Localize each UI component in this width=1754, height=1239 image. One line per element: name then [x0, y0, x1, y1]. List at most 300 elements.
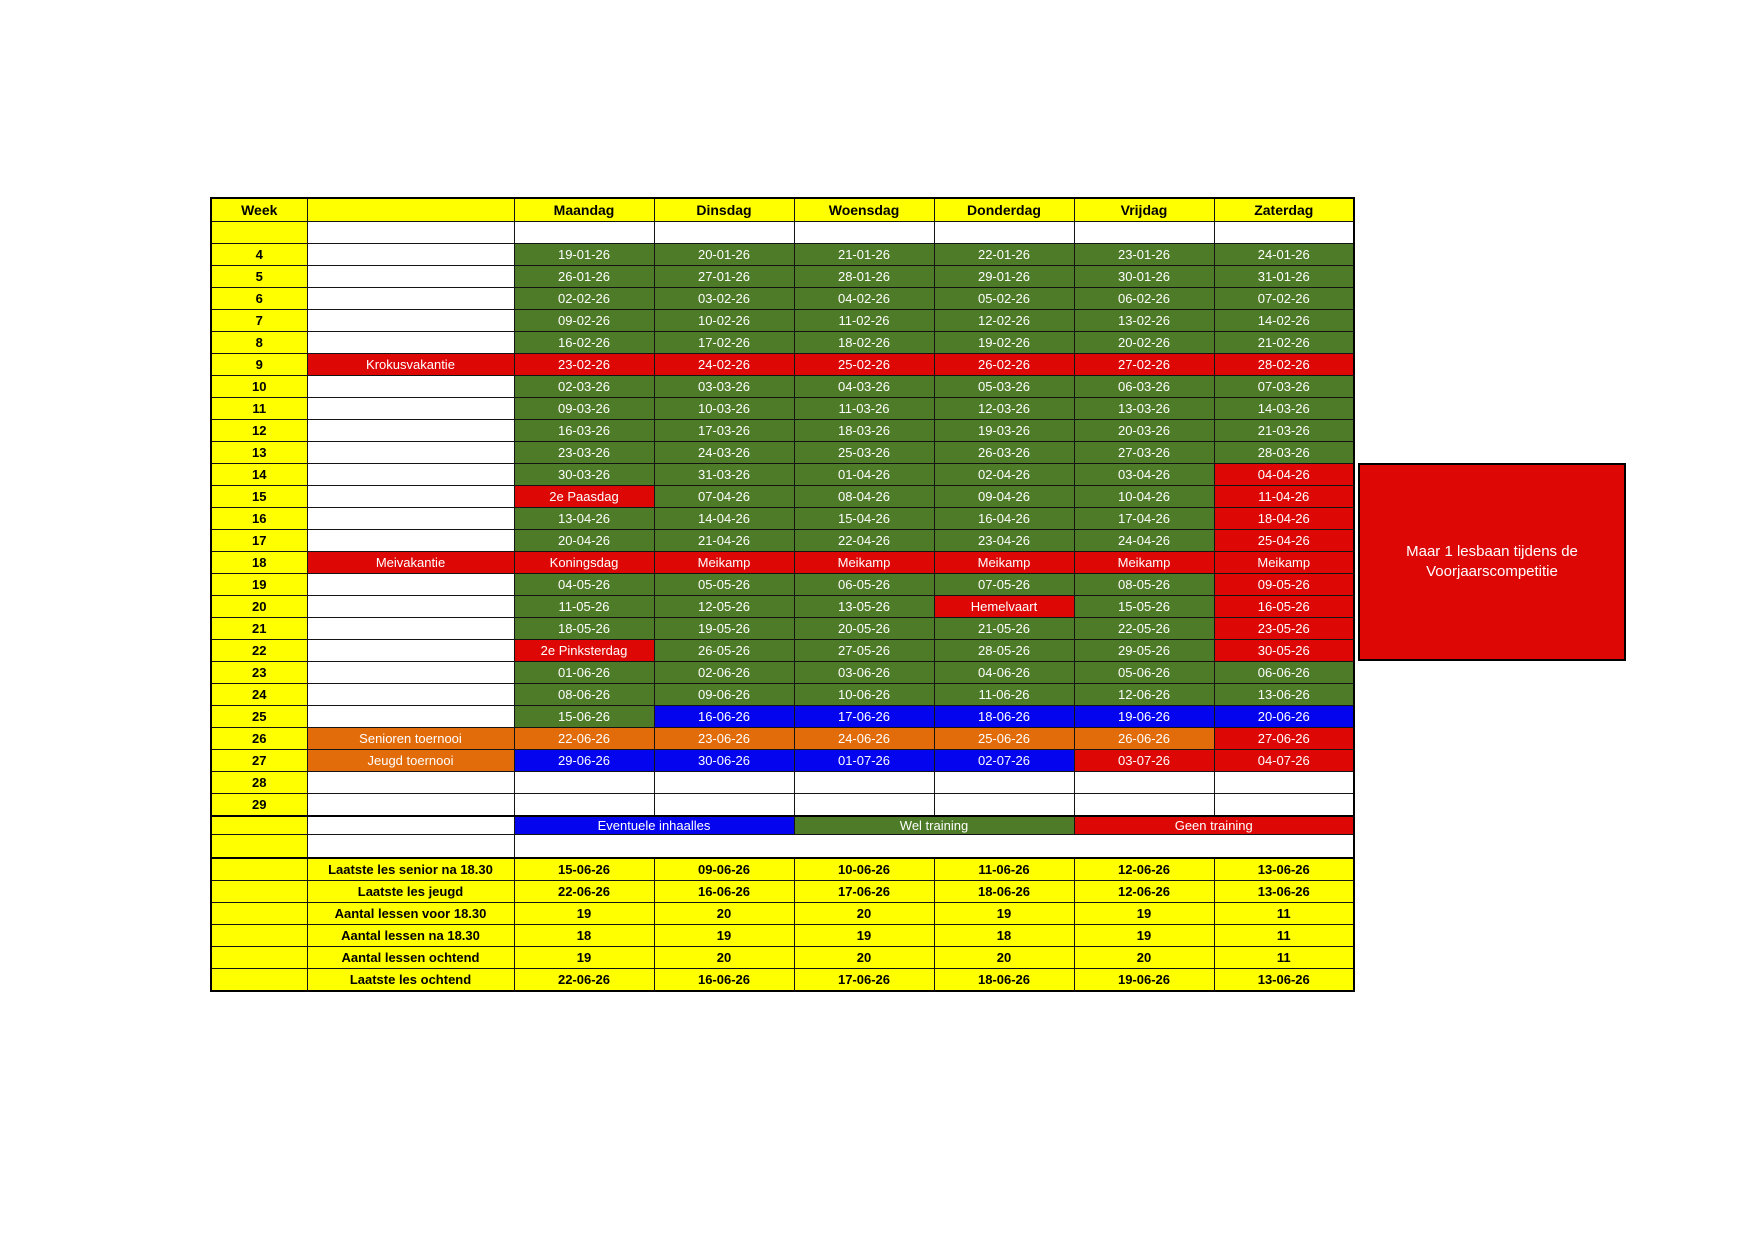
week-row	[211, 772, 1354, 794]
summary-row	[211, 903, 1354, 925]
week-row	[211, 222, 1354, 244]
voorjaarscompetitie-note-text: Maar 1 lesbaan tijdens de Voorjaarscompetitie	[1406, 542, 1578, 580]
week-label-cell: Meivakantie	[307, 552, 514, 574]
summary-row	[211, 969, 1354, 992]
date-cell: Meikamp	[654, 552, 794, 574]
summary-value-cell: 17-06-26	[794, 881, 934, 903]
summary-value-cell: 19-06-26	[1074, 969, 1214, 992]
date-cell: 17-02-26	[654, 332, 794, 354]
week-label-cell	[307, 772, 514, 794]
summary-value-cell: 13-06-26	[1214, 969, 1354, 992]
week-number-cell: 22	[211, 640, 307, 662]
week-row	[211, 596, 1354, 618]
date-cell: 05-03-26	[934, 376, 1074, 398]
legend-item: Geen training	[1074, 816, 1354, 835]
week-label-cell	[307, 794, 514, 817]
date-cell: Meikamp	[934, 552, 1074, 574]
week-label-cell	[307, 442, 514, 464]
week-row	[211, 618, 1354, 640]
date-cell	[654, 772, 794, 794]
date-cell: 26-03-26	[934, 442, 1074, 464]
date-cell: 21-05-26	[934, 618, 1074, 640]
week-label-cell	[307, 530, 514, 552]
date-cell	[934, 772, 1074, 794]
date-cell: 04-05-26	[514, 574, 654, 596]
summary-value-cell: 18	[514, 925, 654, 947]
week-number-cell	[211, 881, 307, 903]
date-cell: 28-03-26	[1214, 442, 1354, 464]
week-row	[211, 552, 1354, 574]
date-cell: 23-02-26	[514, 354, 654, 376]
date-cell: 24-02-26	[654, 354, 794, 376]
date-cell: 16-03-26	[514, 420, 654, 442]
date-cell: 04-02-26	[794, 288, 934, 310]
week-label-cell	[307, 420, 514, 442]
date-cell: 16-04-26	[934, 508, 1074, 530]
week-number-cell: 23	[211, 662, 307, 684]
date-cell: 12-02-26	[934, 310, 1074, 332]
date-cell: 30-03-26	[514, 464, 654, 486]
date-cell: 06-03-26	[1074, 376, 1214, 398]
spacer-row	[211, 835, 1354, 859]
date-cell: 15-04-26	[794, 508, 934, 530]
date-cell: 17-06-26	[794, 706, 934, 728]
week-label-cell	[307, 640, 514, 662]
date-cell: 13-05-26	[794, 596, 934, 618]
date-cell: 28-02-26	[1214, 354, 1354, 376]
date-cell: 20-02-26	[1074, 332, 1214, 354]
date-cell: 28-05-26	[934, 640, 1074, 662]
week-number-cell	[211, 969, 307, 992]
date-cell: 17-03-26	[654, 420, 794, 442]
date-cell: 20-01-26	[654, 244, 794, 266]
date-cell: 27-05-26	[794, 640, 934, 662]
summary-label-cell: Aantal lessen voor 18.30	[307, 903, 514, 925]
date-cell: 27-01-26	[654, 266, 794, 288]
week-number-cell	[211, 835, 307, 859]
week-column-header: Week	[211, 198, 307, 222]
date-cell: 18-02-26	[794, 332, 934, 354]
week-number-cell: 18	[211, 552, 307, 574]
week-number-cell: 20	[211, 596, 307, 618]
date-cell: 21-01-26	[794, 244, 934, 266]
summary-value-cell: 11	[1214, 903, 1354, 925]
date-cell: 01-07-26	[794, 750, 934, 772]
date-cell: 05-05-26	[654, 574, 794, 596]
week-number-cell: 17	[211, 530, 307, 552]
date-cell: 04-06-26	[934, 662, 1074, 684]
date-cell: 05-02-26	[934, 288, 1074, 310]
week-row	[211, 310, 1354, 332]
summary-label-cell: Laatste les senior na 18.30	[307, 858, 514, 881]
summary-label-cell: Laatste les jeugd	[307, 881, 514, 903]
date-cell: 02-02-26	[514, 288, 654, 310]
week-number-cell: 11	[211, 398, 307, 420]
date-cell: 11-05-26	[514, 596, 654, 618]
week-label-cell	[307, 332, 514, 354]
week-row	[211, 794, 1354, 817]
date-cell: 25-06-26	[934, 728, 1074, 750]
date-cell: 01-06-26	[514, 662, 654, 684]
summary-row	[211, 947, 1354, 969]
week-label-cell	[307, 310, 514, 332]
date-cell: 13-04-26	[514, 508, 654, 530]
summary-value-cell: 22-06-26	[514, 969, 654, 992]
week-number-cell: 28	[211, 772, 307, 794]
date-cell: 27-02-26	[1074, 354, 1214, 376]
date-cell: 23-05-26	[1214, 618, 1354, 640]
date-cell: 25-02-26	[794, 354, 934, 376]
week-label-cell	[307, 244, 514, 266]
week-label-cell	[307, 816, 514, 835]
date-cell: 13-02-26	[1074, 310, 1214, 332]
date-cell: 07-04-26	[654, 486, 794, 508]
week-number-cell: 8	[211, 332, 307, 354]
date-cell	[514, 222, 654, 244]
date-cell: 04-03-26	[794, 376, 934, 398]
week-label-cell	[307, 376, 514, 398]
date-cell	[654, 222, 794, 244]
legend-item: Eventuele inhaalles	[514, 816, 794, 835]
summary-body	[211, 858, 1354, 991]
date-cell: 22-01-26	[934, 244, 1074, 266]
week-label-cell: Senioren toernooi	[307, 728, 514, 750]
date-cell: 23-01-26	[1074, 244, 1214, 266]
date-cell: 13-03-26	[1074, 398, 1214, 420]
summary-value-cell: 09-06-26	[654, 858, 794, 881]
spacer-cell	[514, 835, 1354, 859]
day-column-header: Donderdag	[934, 198, 1074, 222]
summary-value-cell: 12-06-26	[1074, 881, 1214, 903]
date-cell: 13-06-26	[1214, 684, 1354, 706]
week-number-cell: 5	[211, 266, 307, 288]
week-number-cell: 29	[211, 794, 307, 817]
week-number-cell	[211, 816, 307, 835]
date-cell: 18-06-26	[934, 706, 1074, 728]
date-cell: 15-06-26	[514, 706, 654, 728]
date-cell: 10-06-26	[794, 684, 934, 706]
date-cell: 02-06-26	[654, 662, 794, 684]
summary-value-cell: 19	[654, 925, 794, 947]
summary-value-cell: 11	[1214, 947, 1354, 969]
date-cell: 24-06-26	[794, 728, 934, 750]
date-cell: 24-01-26	[1214, 244, 1354, 266]
week-label-cell: Jeugd toernooi	[307, 750, 514, 772]
week-row	[211, 530, 1354, 552]
date-cell: 19-06-26	[1074, 706, 1214, 728]
date-cell: 23-03-26	[514, 442, 654, 464]
date-cell: 26-02-26	[934, 354, 1074, 376]
date-cell: 19-03-26	[934, 420, 1074, 442]
legend-row	[211, 816, 1354, 835]
date-cell: 20-04-26	[514, 530, 654, 552]
date-cell: 04-07-26	[1214, 750, 1354, 772]
date-cell: 2e Pinksterdag	[514, 640, 654, 662]
date-cell	[934, 794, 1074, 817]
date-cell: 16-06-26	[654, 706, 794, 728]
summary-row	[211, 858, 1354, 881]
week-number-cell: 21	[211, 618, 307, 640]
summary-value-cell: 13-06-26	[1214, 881, 1354, 903]
week-label-cell	[307, 486, 514, 508]
summary-value-cell: 16-06-26	[654, 881, 794, 903]
week-number-cell: 25	[211, 706, 307, 728]
week-label-cell	[307, 266, 514, 288]
summary-value-cell: 20	[654, 903, 794, 925]
date-cell	[514, 794, 654, 817]
summary-value-cell: 10-06-26	[794, 858, 934, 881]
summary-value-cell: 11	[1214, 925, 1354, 947]
summary-value-cell: 19	[1074, 903, 1214, 925]
week-number-cell	[211, 222, 307, 244]
date-cell: Hemelvaart	[934, 596, 1074, 618]
week-number-cell: 16	[211, 508, 307, 530]
date-cell: 15-05-26	[1074, 596, 1214, 618]
date-cell: 11-02-26	[794, 310, 934, 332]
week-number-cell: 6	[211, 288, 307, 310]
date-cell	[1074, 772, 1214, 794]
date-cell: 26-01-26	[514, 266, 654, 288]
date-cell: 21-04-26	[654, 530, 794, 552]
date-cell: 02-07-26	[934, 750, 1074, 772]
date-cell: 26-06-26	[1074, 728, 1214, 750]
summary-value-cell: 22-06-26	[514, 881, 654, 903]
date-cell: 09-03-26	[514, 398, 654, 420]
date-cell: 08-06-26	[514, 684, 654, 706]
week-number-cell: 10	[211, 376, 307, 398]
summary-label-cell: Aantal lessen na 18.30	[307, 925, 514, 947]
summary-value-cell: 19	[1074, 925, 1214, 947]
day-column-header: Maandag	[514, 198, 654, 222]
date-cell: 18-05-26	[514, 618, 654, 640]
date-cell: 22-04-26	[794, 530, 934, 552]
date-cell: 30-01-26	[1074, 266, 1214, 288]
summary-value-cell: 19	[514, 947, 654, 969]
week-row	[211, 464, 1354, 486]
week-number-cell: 7	[211, 310, 307, 332]
date-cell: 31-01-26	[1214, 266, 1354, 288]
summary-value-cell: 20	[934, 947, 1074, 969]
date-cell: 25-04-26	[1214, 530, 1354, 552]
week-number-cell: 26	[211, 728, 307, 750]
week-row	[211, 508, 1354, 530]
summary-value-cell: 12-06-26	[1074, 858, 1214, 881]
week-number-cell: 24	[211, 684, 307, 706]
date-cell: 21-02-26	[1214, 332, 1354, 354]
week-label-cell	[307, 398, 514, 420]
date-cell: 06-02-26	[1074, 288, 1214, 310]
date-cell: 19-01-26	[514, 244, 654, 266]
date-cell: 29-01-26	[934, 266, 1074, 288]
training-schedule-table	[210, 197, 1355, 992]
week-row	[211, 244, 1354, 266]
date-cell: 30-06-26	[654, 750, 794, 772]
date-cell: 02-04-26	[934, 464, 1074, 486]
week-row	[211, 288, 1354, 310]
week-number-cell: 19	[211, 574, 307, 596]
date-cell: 09-05-26	[1214, 574, 1354, 596]
week-number-cell: 14	[211, 464, 307, 486]
date-cell: 22-06-26	[514, 728, 654, 750]
week-label-cell	[307, 508, 514, 530]
weeks-body	[211, 222, 1354, 817]
date-cell: 06-06-26	[1214, 662, 1354, 684]
date-cell: 22-05-26	[1074, 618, 1214, 640]
date-cell: 17-04-26	[1074, 508, 1214, 530]
date-cell: 28-01-26	[794, 266, 934, 288]
week-number-cell: 9	[211, 354, 307, 376]
date-cell: 16-02-26	[514, 332, 654, 354]
week-label-cell	[307, 684, 514, 706]
header-row	[211, 198, 1354, 222]
date-cell: Meikamp	[1074, 552, 1214, 574]
date-cell: Meikamp	[794, 552, 934, 574]
date-cell	[514, 772, 654, 794]
date-cell: 03-03-26	[654, 376, 794, 398]
date-cell: 20-03-26	[1074, 420, 1214, 442]
week-row	[211, 332, 1354, 354]
week-label-cell	[307, 662, 514, 684]
date-cell: 24-04-26	[1074, 530, 1214, 552]
week-label-cell	[307, 618, 514, 640]
date-cell: 07-05-26	[934, 574, 1074, 596]
week-row	[211, 728, 1354, 750]
week-number-cell: 4	[211, 244, 307, 266]
date-cell: 04-04-26	[1214, 464, 1354, 486]
week-number-cell	[211, 903, 307, 925]
summary-value-cell: 18	[934, 925, 1074, 947]
date-cell	[1074, 794, 1214, 817]
summary-value-cell: 16-06-26	[654, 969, 794, 992]
day-column-header: Zaterdag	[1214, 198, 1354, 222]
date-cell: 07-03-26	[1214, 376, 1354, 398]
summary-row	[211, 925, 1354, 947]
date-cell: Meikamp	[1214, 552, 1354, 574]
date-cell: 10-03-26	[654, 398, 794, 420]
date-cell: 11-03-26	[794, 398, 934, 420]
summary-value-cell: 18-06-26	[934, 881, 1074, 903]
date-cell	[1214, 794, 1354, 817]
date-cell: 03-02-26	[654, 288, 794, 310]
date-cell	[794, 794, 934, 817]
date-cell: 12-06-26	[1074, 684, 1214, 706]
week-row	[211, 750, 1354, 772]
week-row	[211, 486, 1354, 508]
date-cell	[1214, 222, 1354, 244]
summary-value-cell: 19	[934, 903, 1074, 925]
week-row	[211, 376, 1354, 398]
day-column-header: Vrijdag	[1074, 198, 1214, 222]
date-cell: 09-06-26	[654, 684, 794, 706]
date-cell: 30-05-26	[1214, 640, 1354, 662]
training-schedule-sheet	[210, 197, 1578, 992]
day-column-header: Woensdag	[794, 198, 934, 222]
summary-value-cell: 19	[514, 903, 654, 925]
summary-value-cell: 15-06-26	[514, 858, 654, 881]
date-cell: 2e Paasdag	[514, 486, 654, 508]
date-cell: 26-05-26	[654, 640, 794, 662]
week-row	[211, 640, 1354, 662]
date-cell	[1214, 772, 1354, 794]
date-cell: 06-05-26	[794, 574, 934, 596]
week-number-cell	[211, 947, 307, 969]
week-row	[211, 662, 1354, 684]
week-label-cell	[307, 596, 514, 618]
date-cell: 21-03-26	[1214, 420, 1354, 442]
date-cell: 03-04-26	[1074, 464, 1214, 486]
date-cell: 29-06-26	[514, 750, 654, 772]
date-cell: 25-03-26	[794, 442, 934, 464]
date-cell: 10-04-26	[1074, 486, 1214, 508]
week-number-cell: 13	[211, 442, 307, 464]
date-cell	[1074, 222, 1214, 244]
date-cell	[934, 222, 1074, 244]
date-cell	[794, 222, 934, 244]
week-label-cell	[307, 574, 514, 596]
summary-value-cell: 18-06-26	[934, 969, 1074, 992]
summary-value-cell: 20	[794, 947, 934, 969]
week-row	[211, 684, 1354, 706]
date-cell	[654, 794, 794, 817]
date-cell: 12-03-26	[934, 398, 1074, 420]
date-cell: 29-05-26	[1074, 640, 1214, 662]
date-cell: 24-03-26	[654, 442, 794, 464]
label-column-header	[307, 198, 514, 222]
date-cell: 03-07-26	[1074, 750, 1214, 772]
date-cell: 08-05-26	[1074, 574, 1214, 596]
summary-value-cell: 13-06-26	[1214, 858, 1354, 881]
week-number-cell: 15	[211, 486, 307, 508]
date-cell: 05-06-26	[1074, 662, 1214, 684]
date-cell: 18-04-26	[1214, 508, 1354, 530]
summary-value-cell: 20	[654, 947, 794, 969]
week-label-cell	[307, 288, 514, 310]
day-column-header: Dinsdag	[654, 198, 794, 222]
date-cell: 12-05-26	[654, 596, 794, 618]
week-number-cell: 27	[211, 750, 307, 772]
week-label-cell	[307, 222, 514, 244]
date-cell: 18-03-26	[794, 420, 934, 442]
week-row	[211, 354, 1354, 376]
date-cell: 31-03-26	[654, 464, 794, 486]
legend-item: Wel training	[794, 816, 1074, 835]
week-label-cell	[307, 464, 514, 486]
date-cell: 27-06-26	[1214, 728, 1354, 750]
week-row	[211, 266, 1354, 288]
summary-value-cell: 11-06-26	[934, 858, 1074, 881]
week-label-cell	[307, 835, 514, 859]
week-row	[211, 706, 1354, 728]
week-number-cell	[211, 925, 307, 947]
date-cell: 03-06-26	[794, 662, 934, 684]
date-cell: 08-04-26	[794, 486, 934, 508]
date-cell: 07-02-26	[1214, 288, 1354, 310]
date-cell: 14-02-26	[1214, 310, 1354, 332]
week-row	[211, 574, 1354, 596]
date-cell: 02-03-26	[514, 376, 654, 398]
date-cell: 27-03-26	[1074, 442, 1214, 464]
date-cell: 14-04-26	[654, 508, 794, 530]
summary-value-cell: 20	[1074, 947, 1214, 969]
date-cell: 10-02-26	[654, 310, 794, 332]
week-number-cell	[211, 858, 307, 881]
date-cell: 23-06-26	[654, 728, 794, 750]
voorjaarscompetitie-note	[1358, 463, 1626, 661]
summary-label-cell: Laatste les ochtend	[307, 969, 514, 992]
week-label-cell	[307, 706, 514, 728]
summary-value-cell: 17-06-26	[794, 969, 934, 992]
date-cell: 14-03-26	[1214, 398, 1354, 420]
